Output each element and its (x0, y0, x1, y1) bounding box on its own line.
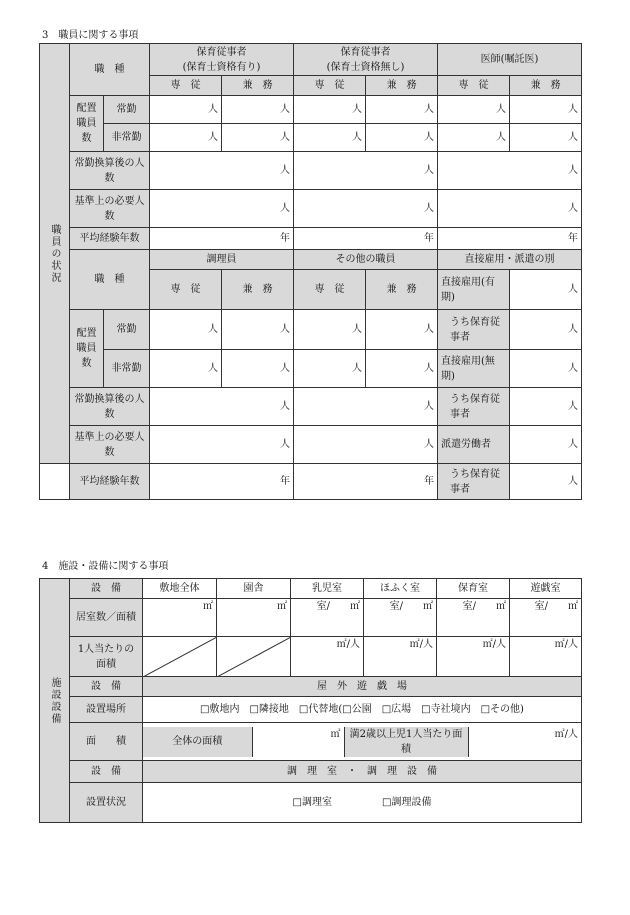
per-child-area-label: 満2歳以上児1人当たり面積 (344, 727, 468, 757)
count-field[interactable]: 人 (222, 310, 294, 350)
required-field[interactable]: 人 (438, 190, 582, 228)
installation-status-label: 設置状況 (70, 783, 143, 823)
fulltime-dedicated-header: 専 従 (294, 76, 366, 96)
hoiku-with-license-header: 保育従事者 (保育士資格有り) (150, 44, 294, 76)
count-field[interactable]: 人 (150, 124, 222, 152)
count-field[interactable]: 人 (510, 464, 582, 500)
rooms-area-field[interactable]: 室/ ㎡ (291, 599, 364, 637)
section3-title: 3 職員に関する事項 (42, 30, 139, 41)
per-person-area-label: 1人当たりの面積 (70, 637, 143, 677)
count-field[interactable]: 人 (510, 96, 582, 124)
diagonal-slash (217, 637, 291, 677)
col-play-room: 遊戯室 (510, 579, 582, 599)
area-field[interactable]: ㎡ (143, 599, 217, 637)
required-field[interactable]: 人 (294, 190, 438, 228)
cook-header: 調理員 (150, 250, 294, 270)
years-field[interactable]: 年 (150, 464, 294, 500)
count-field[interactable]: 人 (222, 96, 294, 124)
concurrent-header: 兼 務 (366, 76, 438, 96)
doctor-header: 医師(嘱託医) (438, 44, 582, 76)
of-which-childcare-label: うち保育従事者 (438, 310, 510, 350)
location-label: 設置場所 (70, 697, 143, 723)
required-count-label: 基準上の必要人数 (70, 426, 150, 464)
fte-field[interactable]: 人 (438, 152, 582, 190)
col-building: 園舎 (217, 579, 291, 599)
count-field[interactable]: 人 (510, 270, 582, 310)
count-field[interactable]: 人 (294, 350, 366, 388)
equipment-label: 設 備 (70, 761, 143, 783)
count-field[interactable]: 人 (294, 124, 366, 152)
count-field[interactable]: 人 (510, 124, 582, 152)
concurrent-header: 兼 務 (510, 76, 582, 96)
facility-side-label: 施設設備 (40, 579, 70, 823)
col-site: 敷地全体 (143, 579, 217, 599)
equipment-label: 設 備 (70, 579, 143, 599)
staff-side-label: 職員の状況 (40, 44, 70, 464)
count-field[interactable]: 人 (150, 350, 222, 388)
rooms-area-field[interactable]: 室/ ㎡ (510, 599, 582, 637)
total-area-label: 全体の面積 (143, 727, 252, 757)
count-field[interactable]: 人 (510, 426, 582, 464)
per-person-field[interactable]: ㎡/人 (510, 637, 582, 677)
staff-table (39, 43, 582, 500)
total-area-field[interactable]: ㎡ (252, 727, 344, 757)
rooms-area-label: 居室数／面積 (70, 599, 143, 637)
hoiku-without-license-header: 保育従事者 (保育士資格無し) (294, 44, 438, 76)
fte-count-label: 常勤換算後の人数 (70, 152, 150, 190)
fte-count-label: 常勤換算後の人数 (70, 388, 150, 426)
direct-permanent-label: 直接雇用(無期) (438, 350, 510, 388)
outdoor-playground-header: 屋 外 遊 戯 場 (143, 677, 582, 697)
of-which-childcare-label: うち保育従事者 (438, 464, 510, 500)
concurrent-header: 兼 務 (222, 76, 294, 96)
of-which-childcare-label: うち保育従事者 (438, 388, 510, 426)
parttime-label: 非常勤 (104, 124, 150, 152)
staff-count-label: 配置職員数 (70, 310, 104, 388)
parttime-label: 非常勤 (104, 350, 150, 388)
fte-field[interactable]: 人 (150, 152, 294, 190)
staff-count-label: 配置職員数 (70, 96, 104, 152)
job-type-label: 職 種 (70, 250, 150, 310)
location-options[interactable]: □敷地内 □隣接地 □代替地(□公園 □広場 □寺社境内 □その他) (143, 697, 582, 723)
rooms-area-field[interactable]: 室/ ㎡ (364, 599, 437, 637)
concurrent-header: 兼 務 (366, 270, 438, 310)
section4-title: 4 施設・設備に関する事項 (42, 561, 169, 572)
equipment-label: 設 備 (70, 677, 143, 697)
fulltime-label: 常勤 (104, 310, 150, 350)
count-field[interactable]: 人 (366, 350, 438, 388)
count-field[interactable]: 人 (294, 96, 366, 124)
fulltime-dedicated-header: 専 従 (150, 270, 222, 310)
other-staff-header: その他の職員 (294, 250, 438, 270)
count-field[interactable]: 人 (294, 310, 366, 350)
per-person-field[interactable]: ㎡/人 (437, 637, 510, 677)
fte-field[interactable]: 人 (294, 388, 438, 426)
count-field[interactable]: 人 (438, 96, 510, 124)
direct-fixed-term-label: 直接雇用(有期) (438, 270, 510, 310)
kitchen-options[interactable]: □調理室 □調理設備 (143, 783, 582, 823)
required-count-label: 基準上の必要人数 (70, 190, 150, 228)
job-type-label: 職 種 (70, 44, 150, 96)
years-field[interactable]: 年 (150, 228, 294, 250)
years-field[interactable]: 年 (294, 228, 438, 250)
facility-table (39, 578, 582, 823)
count-field[interactable]: 人 (366, 310, 438, 350)
count-field[interactable]: 人 (150, 310, 222, 350)
avg-experience-label: 平均経験年数 (70, 228, 150, 250)
per-child-area-field[interactable]: ㎡/人 (468, 727, 581, 757)
dispatch-worker-label: 派遣労働者 (438, 426, 510, 464)
per-person-field[interactable]: ㎡/人 (364, 637, 437, 677)
count-field[interactable]: 人 (150, 96, 222, 124)
count-field[interactable]: 人 (438, 124, 510, 152)
years-field[interactable]: 年 (294, 464, 438, 500)
fulltime-label: 常勤 (104, 96, 150, 124)
col-crawling-room: ほふく室 (364, 579, 437, 599)
count-field[interactable]: 人 (510, 310, 582, 350)
avg-experience-label: 平均経験年数 (70, 464, 150, 500)
na-cell (217, 637, 291, 677)
per-person-field[interactable]: ㎡/人 (291, 637, 364, 677)
years-field[interactable]: 年 (438, 228, 582, 250)
col-nursery-room: 保育室 (437, 579, 510, 599)
fte-field[interactable]: 人 (150, 388, 294, 426)
concurrent-header: 兼 務 (222, 270, 294, 310)
col-infant-room: 乳児室 (291, 579, 364, 599)
count-field[interactable]: 人 (222, 124, 294, 152)
count-field[interactable]: 人 (366, 96, 438, 124)
required-field[interactable]: 人 (150, 190, 294, 228)
diagonal-slash (143, 637, 217, 677)
fte-field[interactable]: 人 (294, 152, 438, 190)
required-field[interactable]: 人 (150, 426, 294, 464)
area-label: 面 積 (70, 723, 143, 761)
direct-dispatch-header: 直接雇用・派遣の別 (438, 250, 582, 270)
rooms-area-field[interactable]: 室/ ㎡ (437, 599, 510, 637)
kitchen-header: 調 理 室 ・ 調 理 設 備 (143, 761, 582, 783)
count-field[interactable]: 人 (510, 388, 582, 426)
area-field[interactable]: ㎡ (217, 599, 291, 637)
count-field[interactable]: 人 (222, 350, 294, 388)
fulltime-dedicated-header: 専 従 (438, 76, 510, 96)
na-cell (143, 637, 217, 677)
count-field[interactable]: 人 (510, 350, 582, 388)
fulltime-dedicated-header: 専 従 (150, 76, 222, 96)
required-field[interactable]: 人 (294, 426, 438, 464)
count-field[interactable]: 人 (366, 124, 438, 152)
fulltime-dedicated-header: 専 従 (294, 270, 366, 310)
